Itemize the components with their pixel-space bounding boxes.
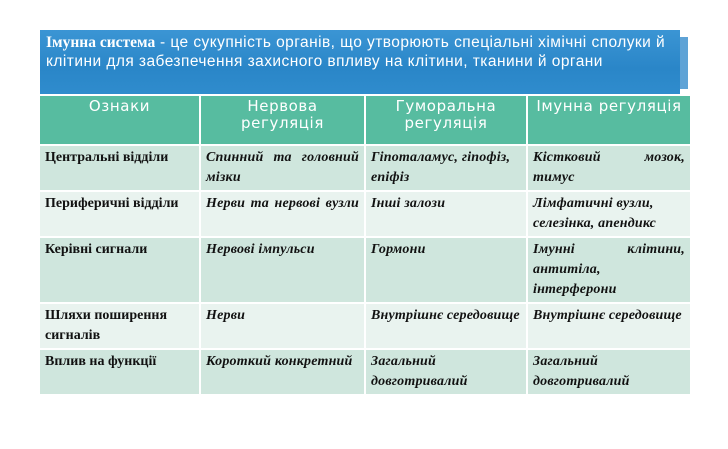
cell-nervous: Нервові імпульси: [200, 237, 365, 303]
cell-nervous: Короткий конкретний: [200, 349, 365, 394]
header-features: Ознаки: [40, 96, 200, 145]
cell-immune: Кістковий мозок, тимус: [527, 145, 690, 191]
table-row: [40, 303, 690, 349]
banner-edge: [680, 37, 688, 89]
cell-immune: Лімфатичні вузли, селезінка, апендикс: [527, 191, 690, 237]
row-label: Керівні сигнали: [40, 237, 200, 303]
header-humoral: Гуморальна регуляція: [365, 96, 527, 145]
row-label: Вплив на функції: [40, 349, 200, 394]
row-label: Периферичні відділи: [40, 191, 200, 237]
cell-nervous: Спинний та головний мізки: [200, 145, 365, 191]
cell-nervous: Нерви та нервові вузли: [200, 191, 365, 237]
row-label: Центральні відділи: [40, 145, 200, 191]
table-row: [40, 145, 690, 191]
cell-humoral: Внутрішнє середовище: [365, 303, 527, 349]
cell-humoral: Інші залози: [365, 191, 527, 237]
table-row: [40, 237, 690, 303]
cell-humoral: Гормони: [365, 237, 527, 303]
cell-humoral: Гіпоталамус, гіпофіз, епіфіз: [365, 145, 527, 191]
cell-immune: Загальний довготривалий: [527, 349, 690, 394]
table-row: [40, 191, 690, 237]
table-row: [40, 349, 690, 394]
definition-banner: [40, 30, 680, 94]
table-header-row: [40, 96, 690, 145]
cell-nervous: Нерви: [200, 303, 365, 349]
cell-immune: Внутрішнє середовище: [527, 303, 690, 349]
definition-term: Імунна система: [46, 34, 156, 51]
row-label: Шляхи поширення сигналів: [40, 303, 200, 349]
definition-text: - це сукупність органів, що утворюють спеціальні хімічні сполуки й клітини для забезпечення захисного впливу на клітини, тканини й органи: [46, 34, 666, 70]
header-immune: Імунна регуляція: [527, 96, 690, 145]
regulation-comparison-table: [40, 96, 690, 394]
cell-humoral: Загальний довготривалий: [365, 349, 527, 394]
cell-immune: Імунні клітини, антитіла, інтерферони: [527, 237, 690, 303]
header-nervous: Нервова регуляція: [200, 96, 365, 145]
